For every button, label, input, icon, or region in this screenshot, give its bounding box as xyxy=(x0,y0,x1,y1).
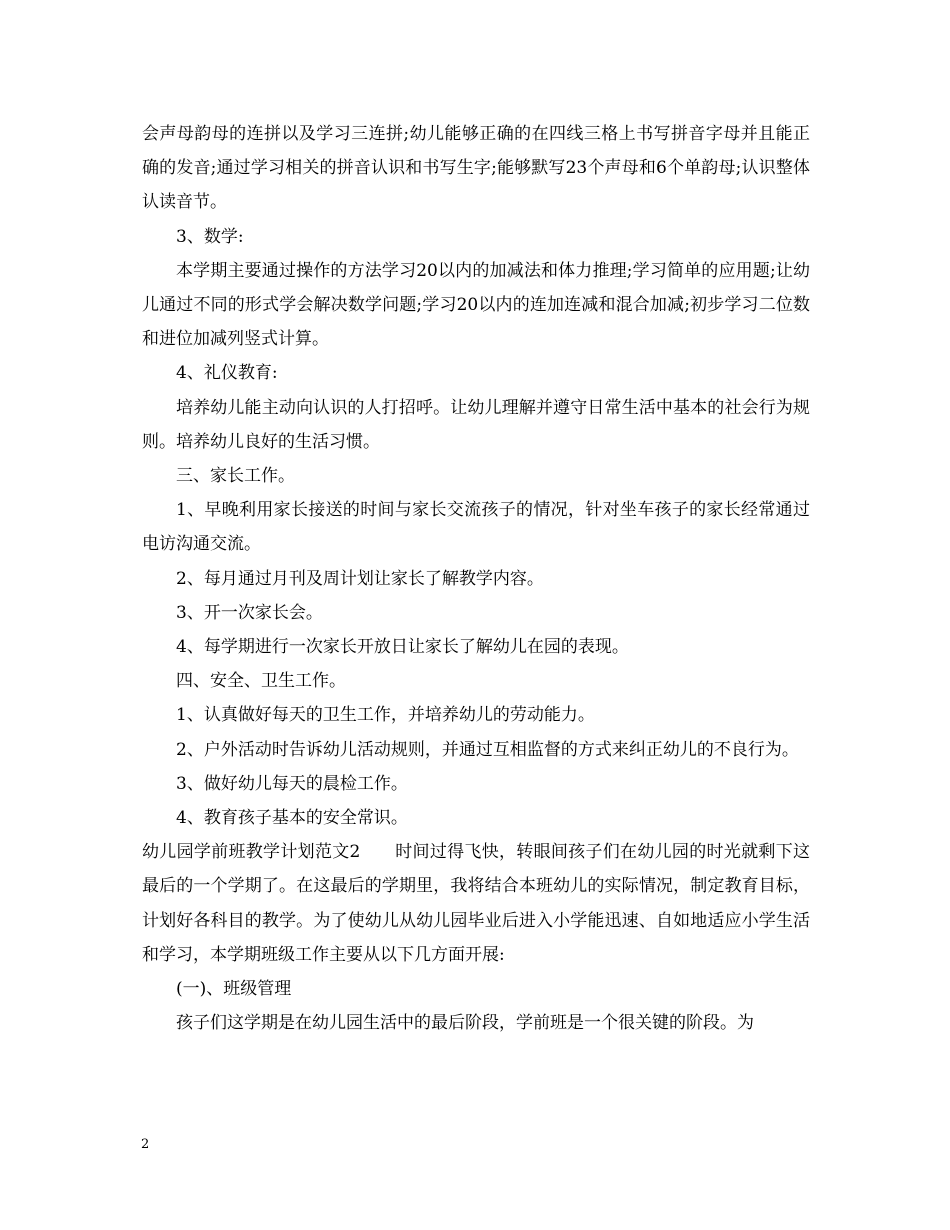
paragraph: 3、做好幼儿每天的晨检工作。 xyxy=(176,773,408,794)
paragraph: 4、礼仪教育: xyxy=(176,363,278,384)
paragraph: 本学期主要通过操作的方法学习20以内的加减法和体力推理;学习简单的应用题;让幼儿通过不同的形式学会解决数学问题;学习20以内的连加连减和混合加减;初步学习二位数和进位加减列竖式计算。 xyxy=(142,260,810,350)
paragraph: 三、家长工作。 xyxy=(176,466,295,487)
paragraph: 2、每月通过月刊及周计划让家长了解教学内容。 xyxy=(176,568,544,589)
body-text xyxy=(142,117,810,1040)
paragraph: 1、认真做好每天的卫生工作，并培养幼儿的劳动能力。 xyxy=(176,705,595,726)
page-number: 2 xyxy=(141,1137,150,1152)
paragraph: 1、早晚利用家长接送的时间与家长交流孩子的情况，针对坐车孩子的家长经常通过电访沟通交流。 xyxy=(142,500,810,555)
paragraph: 3、数学: xyxy=(176,226,244,247)
paragraph: 会声母韵母的连拼以及学习三连拼;幼儿能够正确的在四线三格上书写拼音字母并且能正确的发音;通过学习相关的拼音认识和书写生字;能够默写23个声母和6个单韵母;认识整体认读音节。 xyxy=(142,124,810,213)
paragraph: 孩子们这学期是在幼儿园生活中的最后阶段，学前班是一个很关键的阶段。为 xyxy=(176,1013,754,1034)
paragraph: 4、每学期进行一次家长开放日让家长了解幼儿在园的表现。 xyxy=(176,637,629,658)
paragraph: (一)、班级管理 xyxy=(176,979,292,1000)
paragraph: 2、户外活动时告诉幼儿活动规则，并通过互相监督的方式来纠正幼儿的不良行为。 xyxy=(176,739,799,760)
paragraph: 四、安全、卫生工作。 xyxy=(176,671,346,692)
paragraph: 4、教育孩子基本的安全常识。 xyxy=(176,808,408,829)
paragraph: 3、开一次家长会。 xyxy=(176,602,323,623)
paragraph: 培养幼儿能主动向认识的人打招呼。让幼儿理解并遵守日常生活中基本的社会行为规则。培养幼儿良好的生活习惯。 xyxy=(142,397,810,452)
paragraph: 幼儿园学前班教学计划范文2 时间过得飞快，转眼间孩子们在幼儿园的时光就剩下这最后的一个学期了。在这最后的学期里，我将结合本班幼儿的实际情况，制定教育目标，计划好各科目的教学。为了使幼儿从幼儿园毕业后进入小学能迅速、自如地适应小学生活和学习，本学期班级工作主要从以下几方面开展: xyxy=(142,842,810,965)
